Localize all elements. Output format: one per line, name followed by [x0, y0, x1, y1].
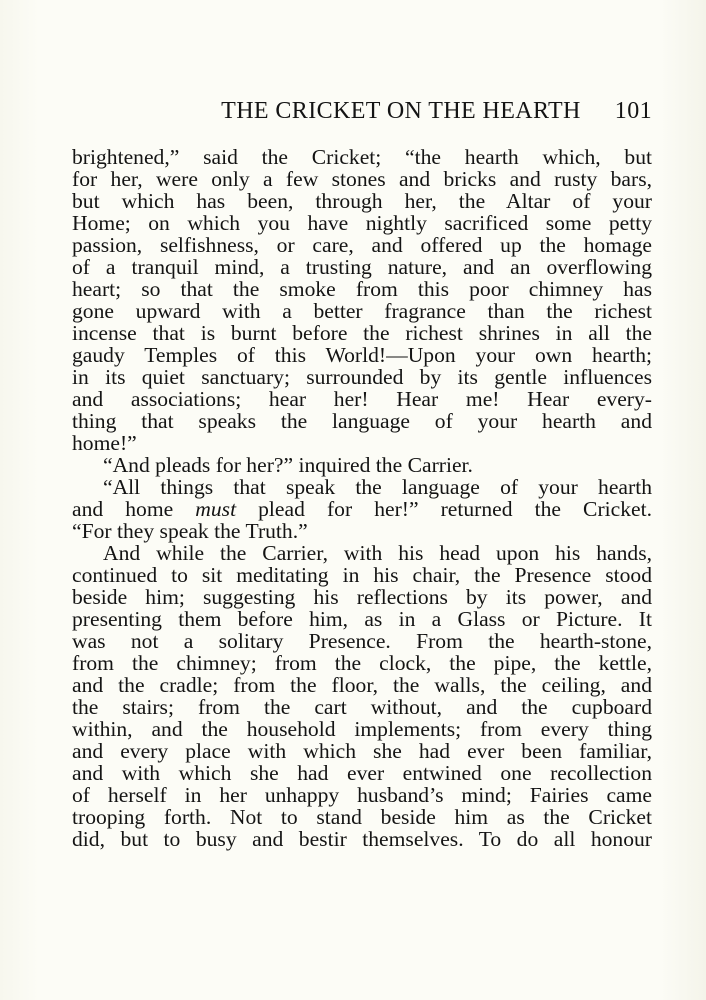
text-line: was not a solitary Presence. From the hearth-stone, — [72, 629, 652, 653]
text-line: continued to sit meditating in his chair, the Presence stood — [72, 563, 652, 587]
text-line: gaudy Temples of this World!—Upon your own hearth; — [72, 343, 652, 367]
text-line: within, and the household implements; from every thing — [72, 717, 652, 741]
text-line: “For they speak the Truth.” — [72, 519, 308, 543]
text-line: and with which she had ever entwined one recollection — [72, 761, 652, 785]
text-line: in its quiet sanctuary; surrounded by its gentle influences — [72, 365, 652, 389]
text-line: brightened,” said the Cricket; “the hearth which, but — [72, 145, 652, 169]
text-line: presenting them before him, as in a Glass or Picture. It — [72, 607, 652, 631]
body-text — [72, 146, 652, 850]
text-line: the stairs; from the cart without, and the cupboard — [72, 695, 652, 719]
text-line: and the cradle; from the floor, the walls, the ceiling, and — [72, 673, 652, 697]
text-line: heart; so that the smoke from this poor chimney has — [72, 277, 652, 301]
text-line: incense that is burnt before the richest shrines in all the — [72, 321, 652, 345]
text-line: thing that speaks the language of your hearth and — [72, 409, 652, 433]
text-line: of herself in her unhappy husband’s mind; Fairies came — [72, 783, 652, 807]
text-line: passion, selfishness, or care, and offered up the homage — [72, 233, 652, 257]
text-run: and home — [72, 497, 196, 521]
text-line: Home; on which you have nightly sacrificed some petty — [72, 211, 652, 235]
text-line: from the chimney; from the clock, the pipe, the kettle, — [72, 651, 652, 675]
text-run: plead for her!” returned the Cricket. — [236, 497, 652, 521]
text-line: And while the Carrier, with his head upon his hands, — [103, 541, 652, 565]
text-line: trooping forth. Not to stand beside him as the Cricket — [72, 805, 652, 829]
running-head-title: THE CRICKET ON THE HEARTH — [221, 98, 581, 124]
text-line: beside him; suggesting his reflections by its power, and — [72, 585, 652, 609]
page-number: 101 — [614, 98, 652, 124]
text-line: gone upward with a better fragrance than the richest — [72, 299, 652, 323]
italic-emphasis: must — [195, 497, 237, 521]
text-line: and every place with which she had ever been familiar, — [72, 739, 652, 763]
text-line: but which has been, through her, the Altar of your — [72, 189, 652, 213]
running-head — [72, 98, 652, 125]
text-line — [72, 498, 652, 520]
text-line: “All things that speak the language of your hearth — [103, 475, 652, 499]
text-line: and associations; hear her! Hear me! Hear every- — [72, 387, 652, 411]
text-line: home!” — [72, 431, 137, 455]
text-line: of a tranquil mind, a trusting nature, and an overflowing — [72, 255, 652, 279]
text-line: “And pleads for her?” inquired the Carrier. — [103, 453, 473, 477]
text-line: did, but to busy and bestir themselves. To do all honour — [72, 827, 652, 851]
text-line: for her, were only a few stones and bricks and rusty bars, — [72, 167, 652, 191]
